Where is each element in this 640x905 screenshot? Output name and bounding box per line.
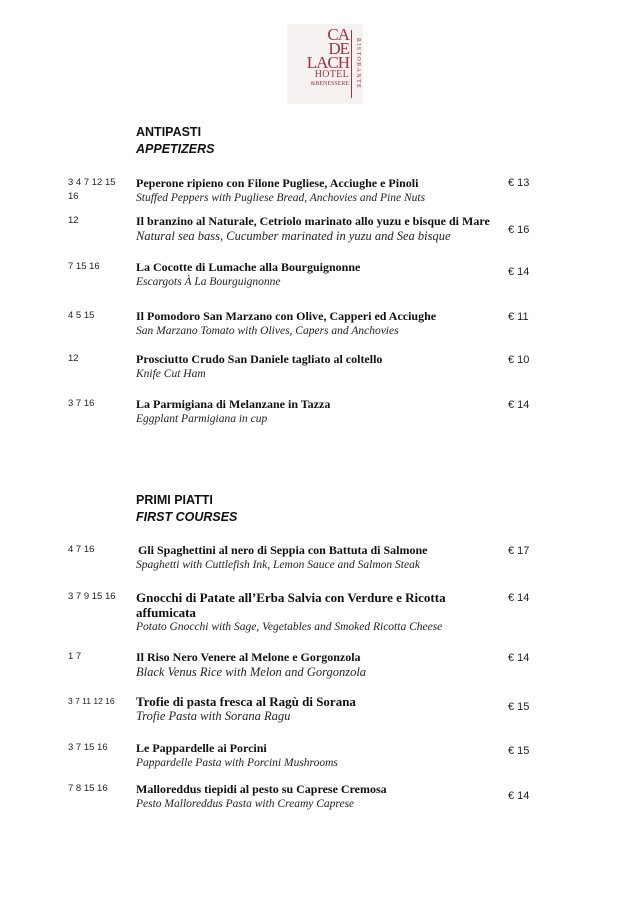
dish-name-it: Il branzino al Naturale, Cetriolo marinato allo yuzu e bisque di Mare [136,214,490,228]
dish-name-en: Stuffed Peppers with Pugliese Bread, Anchovies and Pine Nuts [136,192,426,204]
logo-line: DE [328,39,349,58]
dish-name-it: Le Pappardelle ai Porcini [136,741,267,755]
section-title: PRIMI PIATTI [136,493,213,507]
dish-name-it: Il Pomodoro San Marzano con Olive, Capperi ed Acciughe [136,309,437,323]
dish-names [136,782,496,812]
dish-name-it: La Cocotte di Lumache alla Bourguignonne [136,260,361,274]
logo-hotel: HOTEL [314,69,349,80]
section-subtitle: FIRST COURSES [136,510,238,524]
logo-text [291,25,349,88]
allergen-codes: 12 [68,353,79,364]
dish-name-it: La Parmigiana di Melanzane in Tazza [136,397,331,411]
section-heading-primi [136,492,237,526]
logo-divider [351,30,352,98]
logo-benessere: &BENESSERE [310,81,349,87]
dish-name-en: Eggplant Parmigiana in cup [136,413,268,425]
dish-name-en: Escargots À La Bourguignonne [136,276,281,288]
allergen-codes: 1 7 [68,651,82,662]
allergen-codes: 12 [68,215,79,226]
dish-name-it: Malloreddus tiepidi al pesto su Caprese Cremosa [136,782,387,796]
logo-ristorante: RISTORANTE [355,38,361,90]
dish-names [138,543,498,573]
dish-price: € 14 [508,266,530,278]
dish-price: € 16 [508,224,530,236]
dish-price: € 10 [508,354,530,366]
dish-name-en: Natural sea bass, Cucumber marinated in yuzu and Sea bisque [136,229,451,243]
dish-price: € 14 [508,790,530,802]
dish-name-en: Potato Gnocchi with Sage, Vegetables and Smoked Ricotta Cheese [136,621,443,633]
dish-name-en: Knife Cut Ham [136,368,206,380]
dish-names [136,397,496,427]
dish-names [136,176,496,206]
dish-name-en: Black Venus Rice with Melon and Gorgonzola [136,665,367,679]
dish-name-en: Trofie Pasta with Sorana Ragu [136,709,291,723]
dish-name-it: Prosciutto Crudo San Daniele tagliato al coltello [136,352,383,366]
dish-name-it: Gnocchi di Patate all’Erba Salvia con Verdure e Ricotta affumicata [136,590,446,620]
dish-price: € 17 [508,545,530,557]
dish-names [136,214,516,244]
dish-price: € 15 [508,745,530,757]
dish-price: € 15 [508,701,530,713]
dish-names [136,352,496,382]
dish-names [136,260,496,290]
logo-line: CA [327,25,349,44]
dish-name-it: Peperone ripieno con Filone Pugliese, Acciughe e Pinoli [136,176,419,190]
dish-price: € 14 [508,592,530,604]
dish-name-it: Trofie di pasta fresca al Ragù di Sorana [136,694,356,709]
dish-name-en: Pesto Malloreddus Pasta with Creamy Caprese [136,798,355,810]
allergen-codes: 4 5 15 [68,310,95,321]
allergen-codes: 3 4 7 12 15 16 [68,177,116,202]
dish-name-en: Pappardelle Pasta with Porcini Mushrooms [136,757,338,769]
dish-name-en: Spaghetti with Cuttlefish Ink, Lemon Sauce and Salmon Steak [136,559,420,571]
dish-name-it: Il Riso Nero Venere al Melone e Gorgonzola [136,650,361,664]
allergen-codes: 3 7 9 15 16 [68,591,116,602]
allergen-codes: 4 7 16 [68,544,95,555]
section-subtitle: APPETIZERS [136,142,215,156]
dish-names [136,694,496,724]
allergen-codes: 3 7 15 16 [68,742,108,753]
dish-price: € 11 [508,311,529,323]
dish-names [136,650,496,680]
dish-names [136,309,496,339]
restaurant-logo [287,24,363,104]
allergen-codes: 3 7 16 [68,398,95,409]
allergen-codes: 7 8 15 16 [68,783,108,794]
dish-price: € 13 [508,177,530,189]
dish-price: € 14 [508,399,530,411]
dish-name-it: Gli Spaghettini al nero di Seppia con Battuta di Salmone [138,543,428,557]
dish-name-en: San Marzano Tomato with Olives, Capers and Anchovies [136,325,399,337]
dish-price: € 14 [508,652,530,664]
dish-names [136,590,466,635]
allergen-codes: 3 7 11 12 16 [68,696,115,706]
dish-names [136,741,496,771]
logo-line: LACH [306,53,349,72]
section-heading-antipasti [136,124,215,158]
section-title: ANTIPASTI [136,125,202,139]
allergen-codes: 7 15 16 [68,261,100,272]
